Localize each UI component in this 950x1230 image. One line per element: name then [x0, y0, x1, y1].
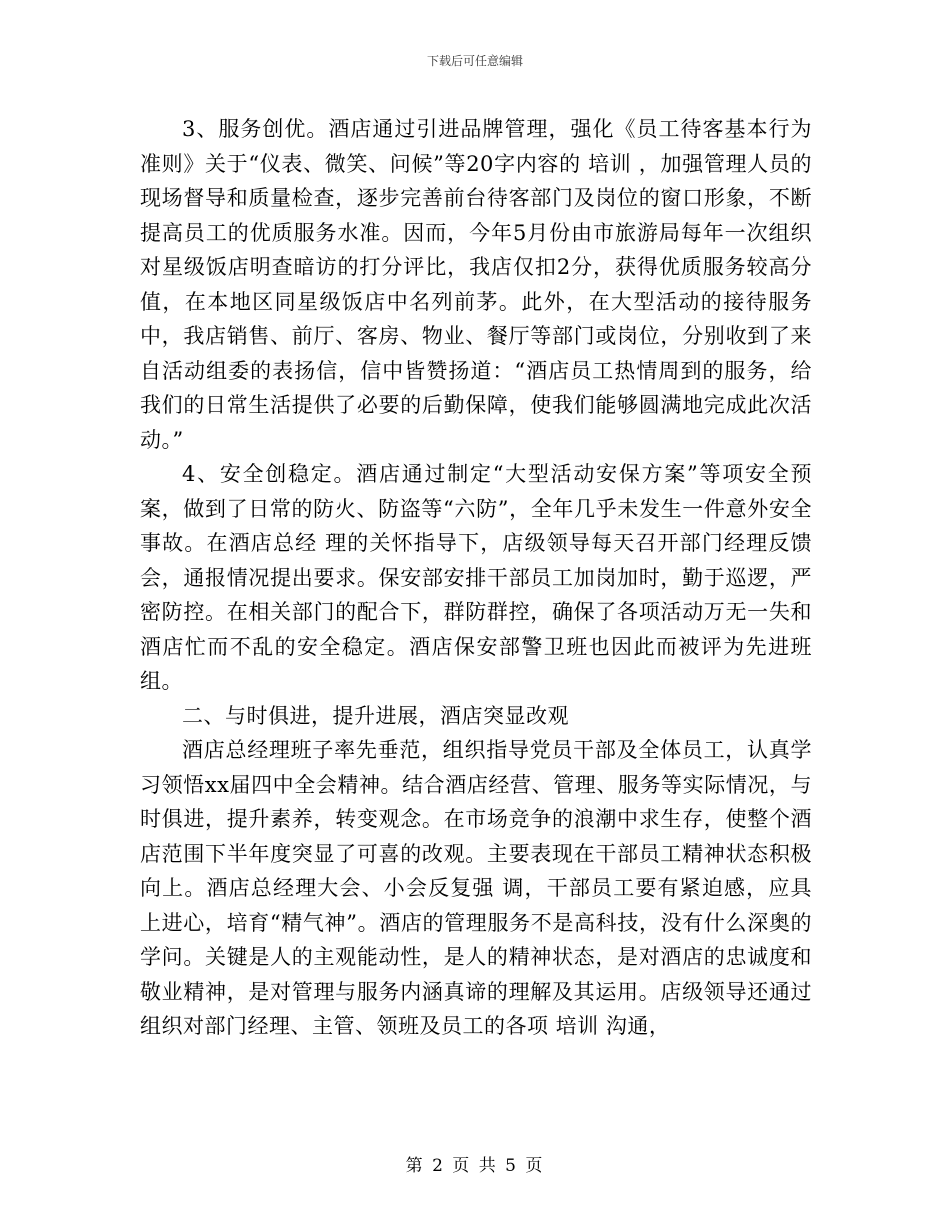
section-heading: 二、与时俱进，提升进展，酒店突显改观 [182, 703, 569, 728]
paragraph-progress: 酒店总经理班子率先垂范，组织指导党员干部及全体员工，认真学习领悟xx届四中全会精神。结合酒店经营、管理、服务等实际情况，与时俱进，提升素养，转变观念。在市场竞争的浪潮中求生存，使整个酒店范围下半年度突显了可喜的改观。主要表现在干部员工精神状态积极向上。酒店总经理大会、小会反复强 调，干部员工要有紧迫感，应具上进心，培育“精气神”。酒店的管理服务不是高科技，没有什么深奥的学问。关键是人的主观能动性，是人的精神状态，是对酒店的忠诚度和敬业精神，是对管理与服务内涵真谛的理解及其运用。店级领导还通过组织对部门经理、主管、领班及员工的各项 培训 沟通， [140, 738, 812, 1038]
page-number: 第 2 页 共 5 页 [405, 1156, 545, 1176]
download-note: 下载后可任意编辑 [426, 54, 523, 68]
document-body [140, 112, 812, 1044]
paragraph-safety: 4、安全创稳定。酒店通过制定“大型活动安保方案”等项安全预案，做到了日常的防火、防盗等“六防”，全年几乎未发生一件意外安全事故。在酒店总经 理的关怀指导下，店级领导每天召开部门经理反馈会，通报情况提出要求。保安部安排干部员工加岗加时，勤于巡逻，严密防控。在相关部门的配合下，群防群控，确保了各项活动万无一失和酒店忙而不乱的安全稳定。酒店保安部警卫班也因此而被评为先进班组。 [140, 462, 812, 693]
paragraph-service: 3、服务创优。酒店通过引进品牌管理，强化《员工待客基本行为准则》关于“仪表、微笑、问候”等20字内容的 培训 ，加强管理人员的现场督导和质量检查，逐步完善前台待客部门及岗位的窗口形象，不断提高员工的优质服务水准。因而，今年5月份由市旅游局每年一次组织对星级饭店明查暗访的打分评比，我店仅扣2分，获得优质服务较高分值，在本地区同星级饭店中名列前茅。此外，在大型活动的接待服务中，我店销售、前厅、客房、物业、餐厅等部门或岗位，分别收到了来自活动组委的表扬信，信中皆赞扬道：“酒店员工热情周到的服务，给我们的日常生活提供了必要的后勤保障，使我们能够圆满地完成此次活动。” [140, 117, 812, 452]
